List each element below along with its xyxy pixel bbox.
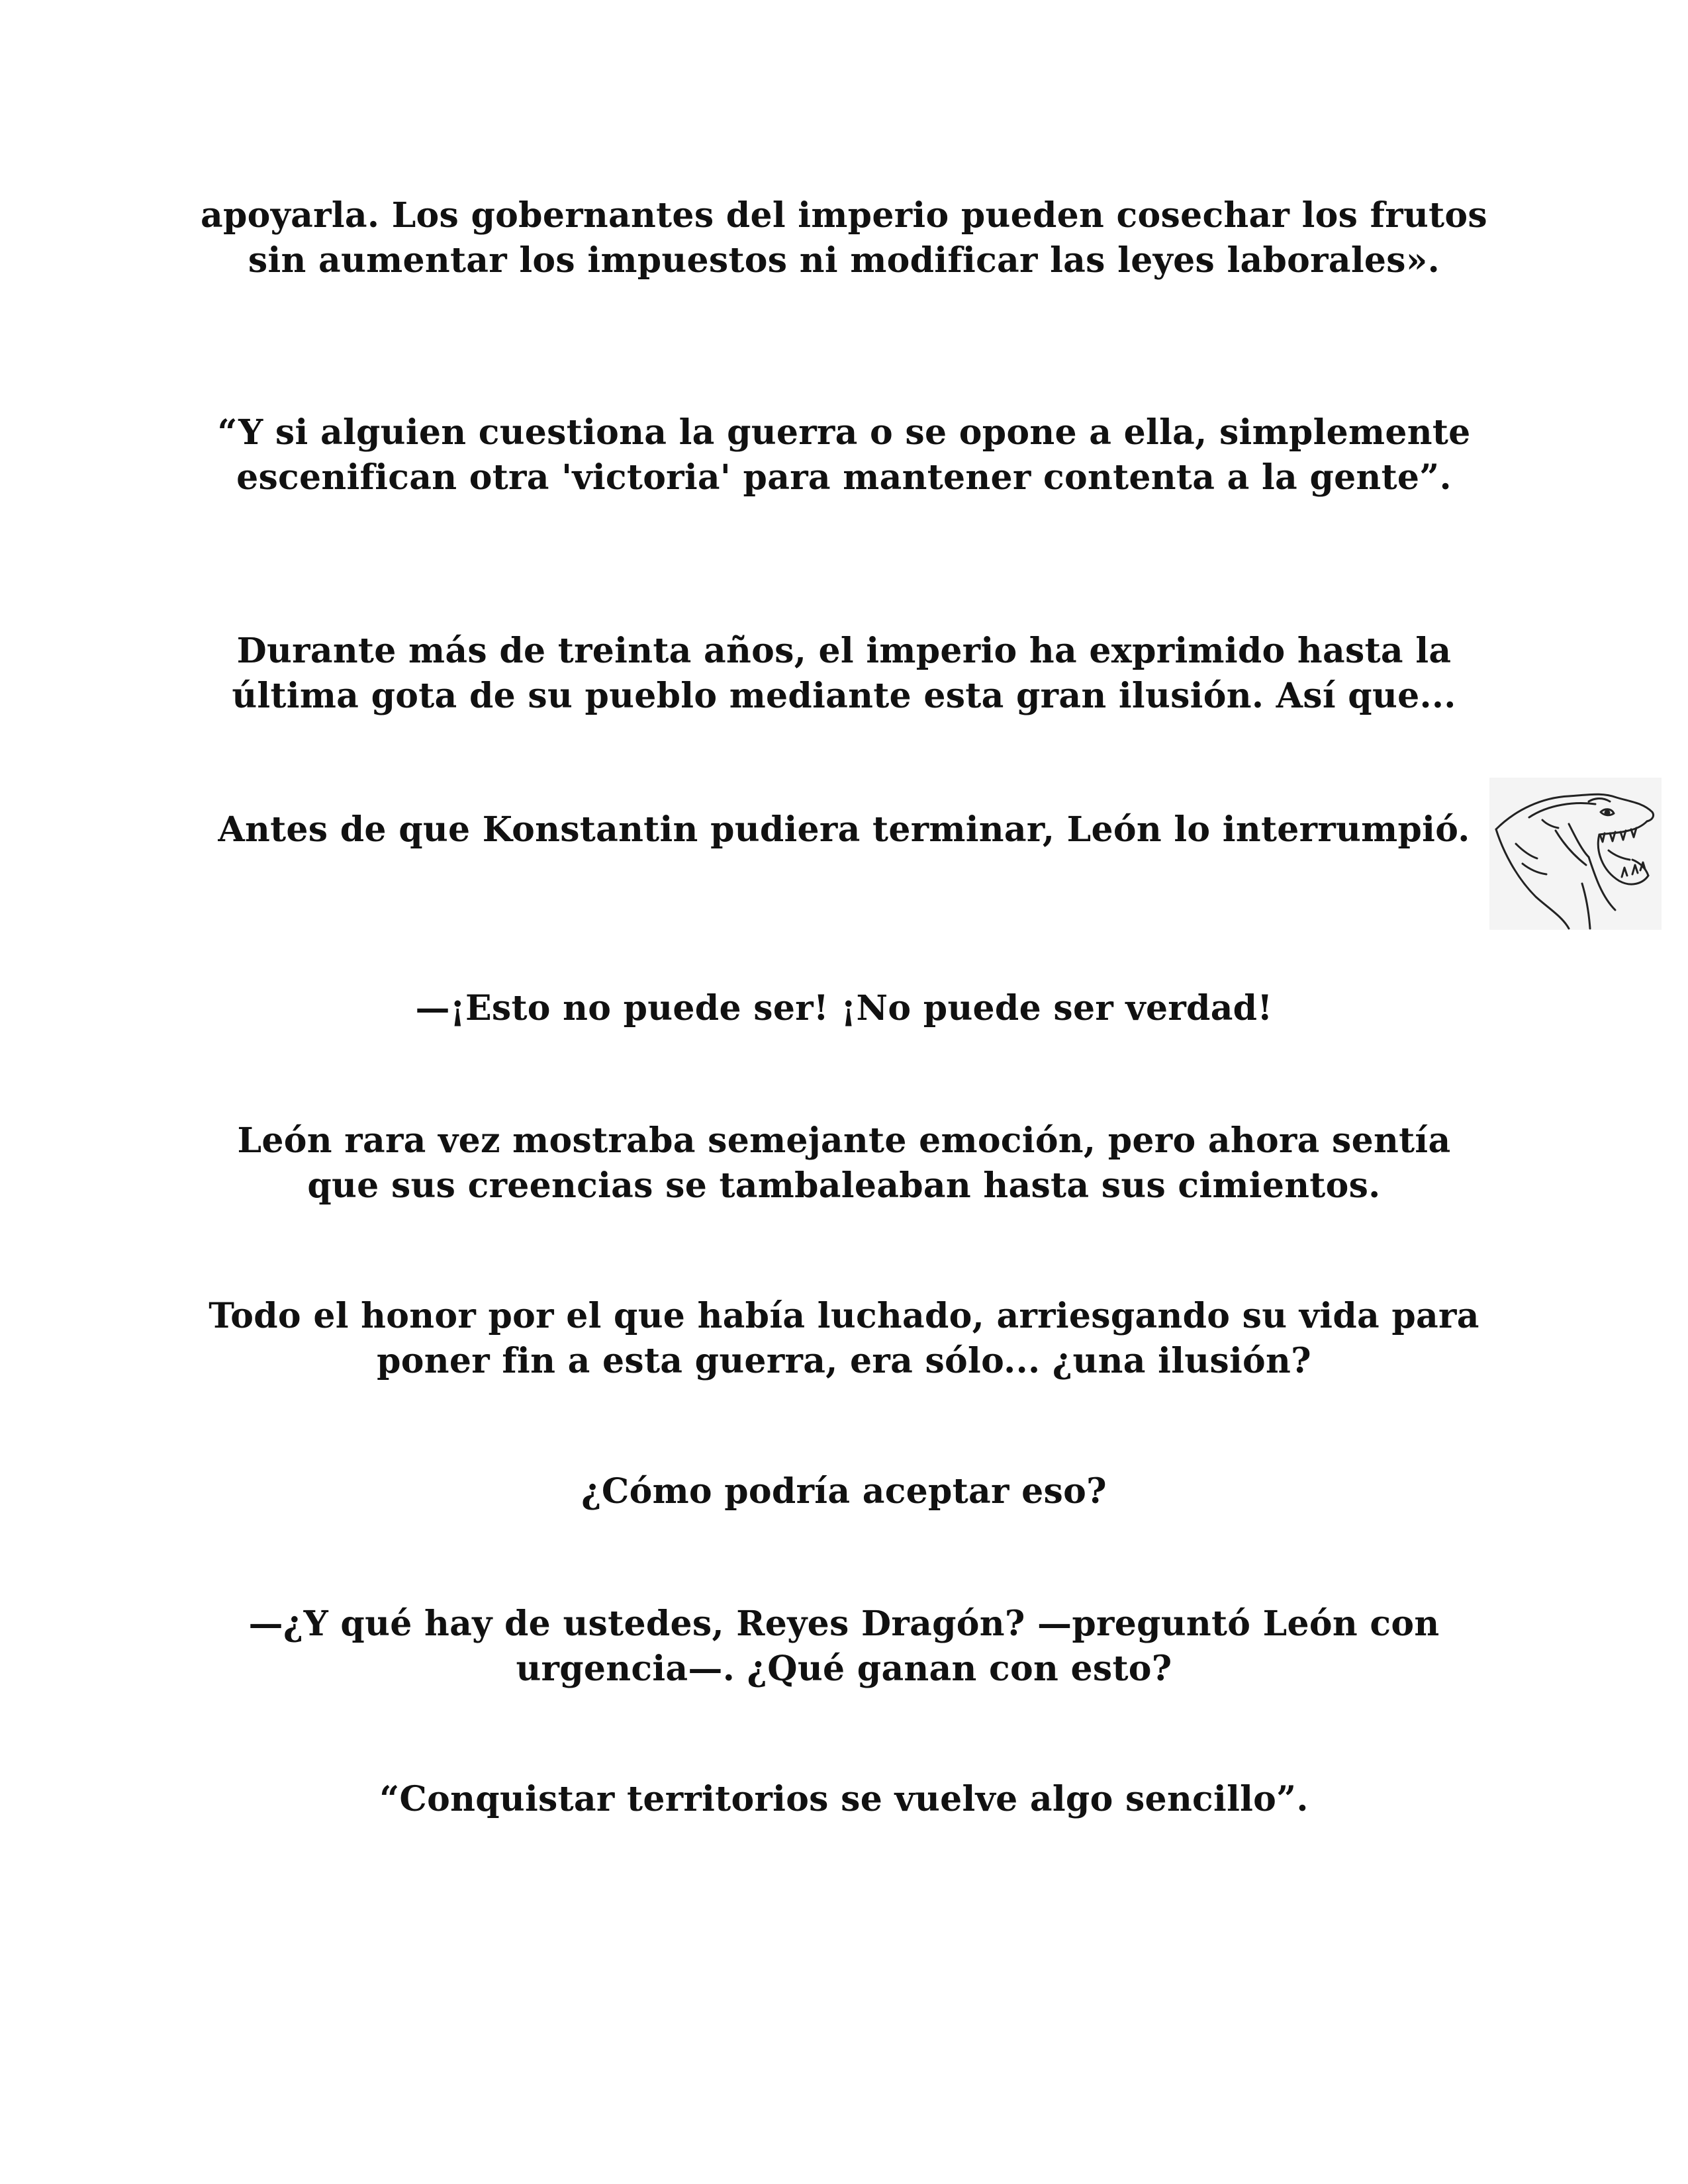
dinosaur-sketch-svg xyxy=(1489,778,1662,930)
paragraph-2: “Y si alguien cuestiona la guerra o se opone a ella, simplemente escenifican otra 'victoria' para mantener contenta a la gente”. xyxy=(217,412,1471,498)
dinosaur-head-sketch-icon xyxy=(1489,778,1662,930)
paragraph-10: “Conquistar territorios se vuelve algo sencillo”. xyxy=(379,1779,1309,1819)
paragraph-8: ¿Cómo podría aceptar eso? xyxy=(581,1471,1107,1512)
paragraph-3: Durante más de treinta años, el imperio ha exprimido hasta la última gota de su pueblo mediante esta gran ilusión. Así que... xyxy=(232,631,1456,716)
paragraph-7: Todo el honor por el que había luchado, arriesgando su vida para poner fin a esta guerra, era sólo... ¿una ilusión? xyxy=(209,1296,1479,1381)
paragraph-4: Antes de que Konstantin pudiera terminar, León lo interrumpió. xyxy=(218,809,1470,850)
paragraph-5: —¡Esto no puede ser! ¡No puede ser verdad! xyxy=(415,988,1273,1028)
paragraph-6: León rara vez mostraba semejante emoción, pero ahora sentía que sus creencias se tambaleaban hasta sus cimientos. xyxy=(237,1120,1451,1206)
paragraph-9: —¿Y qué hay de ustedes, Reyes Dragón? —preguntó León con urgencia—. ¿Qué ganan con esto? xyxy=(248,1604,1440,1689)
paragraph-1: apoyarla. Los gobernantes del imperio pueden cosechar los frutos sin aumentar los impuestos ni modificar las leyes laborales». xyxy=(201,195,1487,281)
